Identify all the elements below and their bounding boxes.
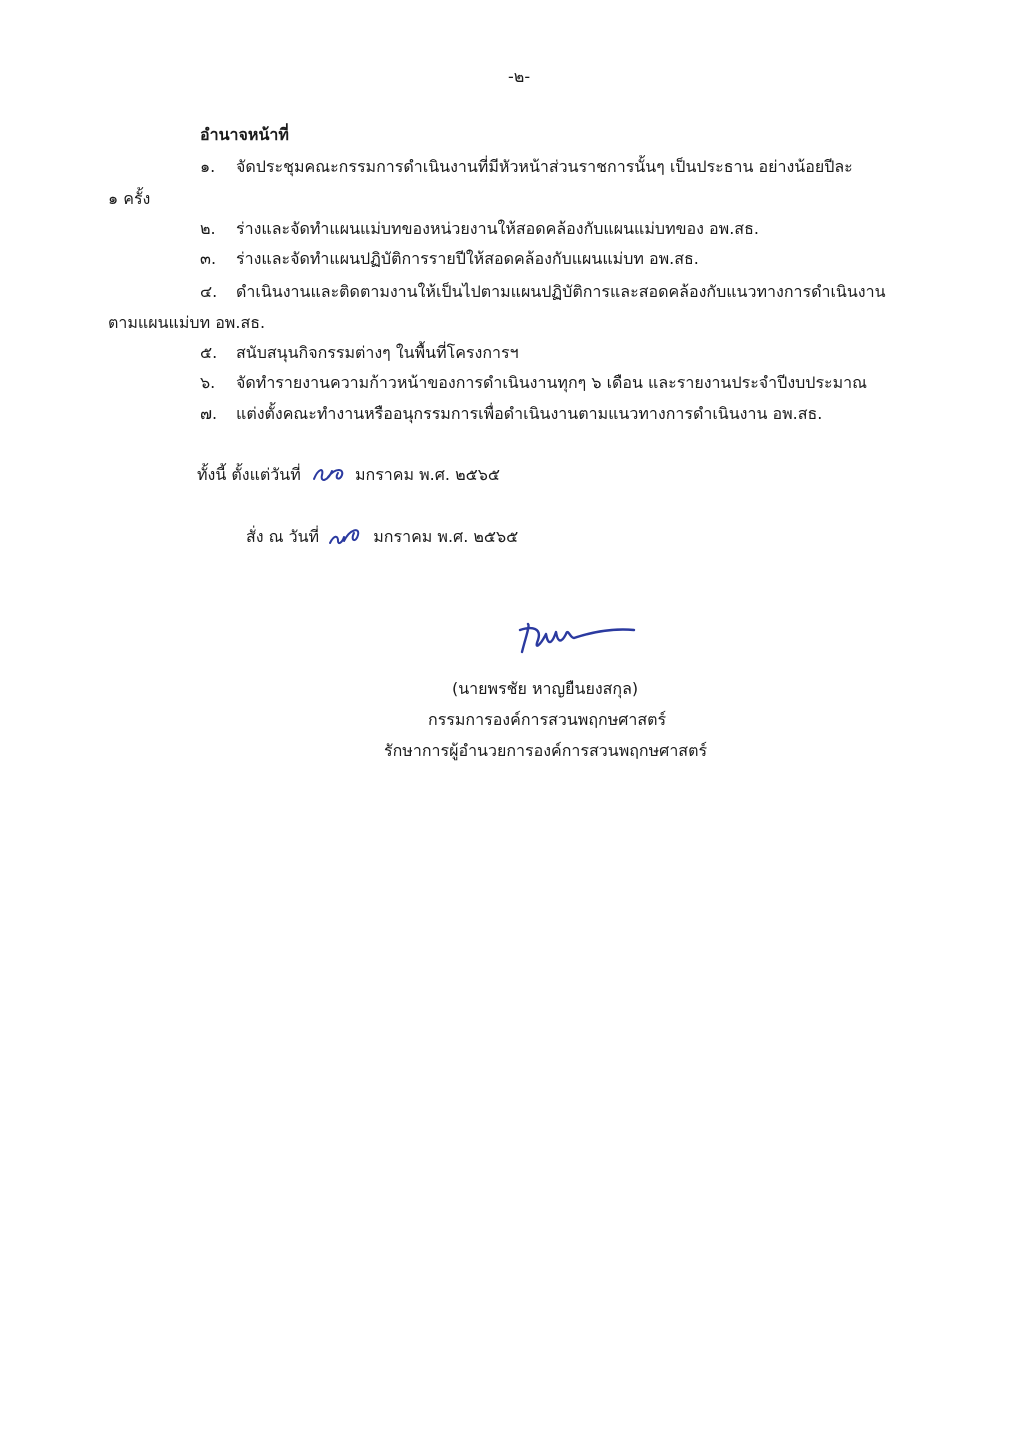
item-number: ๒. xyxy=(200,219,216,238)
item-continuation: ตามแผนแม่บท อพ.สธ. xyxy=(108,313,266,332)
item-number: ๗. xyxy=(200,404,218,423)
item-text: สนับสนุนกิจกรรมต่างๆ ในพื้นที่โครงการฯ xyxy=(236,343,519,362)
item-number: ๑. xyxy=(200,157,216,176)
item-text: จัดประชุมคณะกรรมการดำเนินงานที่มีหัวหน้าส่วนราชการนั้นๆ เป็นประธาน อย่างน้อยปีละ xyxy=(236,157,853,176)
list-item xyxy=(200,281,886,303)
item-text: ดำเนินงานและติดตามงานให้เป็นไปตามแผนปฏิบัติการและสอดคล้องกับแนวทางการดำเนินงาน xyxy=(236,282,886,301)
signatory-acting-position: รักษาการผู้อำนวยการองค์การสวนพฤกษศาสตร์ xyxy=(384,741,708,760)
effective-date xyxy=(197,464,500,487)
section-heading: อำนาจหน้าที่ xyxy=(200,125,289,144)
item-number: ๖. xyxy=(200,373,216,392)
list-item xyxy=(200,248,699,270)
ordered-date xyxy=(246,526,518,549)
item-number: ๔. xyxy=(200,282,218,301)
item-continuation: ๑ ครั้ง xyxy=(108,189,151,208)
item-text: จัดทำรายงานความก้าวหน้าของการดำเนินงานทุกๆ ๖ เดือน และรายงานประจำปีงบประมาณ xyxy=(236,373,867,392)
effective-suffix: มกราคม พ.ศ. ๒๕๖๕ xyxy=(354,465,500,484)
signature xyxy=(512,616,642,666)
list-item xyxy=(200,342,519,364)
list-item xyxy=(200,156,853,178)
handwritten-day xyxy=(306,465,350,487)
item-text: ร่างและจัดทำแผนปฏิบัติการรายปีให้สอดคล้องกับแผนแม่บท อพ.สธ. xyxy=(236,249,699,268)
item-number: ๕. xyxy=(200,343,218,362)
list-item xyxy=(200,218,759,240)
list-item xyxy=(200,403,822,425)
ordered-suffix: มกราคม พ.ศ. ๒๕๖๕ xyxy=(373,527,519,546)
handwritten-day xyxy=(324,527,368,549)
effective-prefix: ทั้งนี้ ตั้งแต่วันที่ xyxy=(197,465,301,484)
list-item xyxy=(200,372,867,394)
item-text: ร่างและจัดทำแผนแม่บทของหน่วยงานให้สอดคล้องกับแผนแม่บทของ อพ.สธ. xyxy=(236,219,759,238)
item-number: ๓. xyxy=(200,249,217,268)
item-text: แต่งตั้งคณะทำงานหรืออนุกรรมการเพื่อดำเนินงานตามแนวทางการดำเนินงาน อพ.สธ. xyxy=(236,404,823,423)
ordered-prefix: สั่ง ณ วันที่ xyxy=(246,527,320,546)
signatory-position: กรรมการองค์การสวนพฤกษศาสตร์ xyxy=(428,710,667,729)
signatory-name: (นายพรชัย หาญยืนยงสกุล) xyxy=(452,679,639,698)
page-number: -๒- xyxy=(508,67,531,86)
